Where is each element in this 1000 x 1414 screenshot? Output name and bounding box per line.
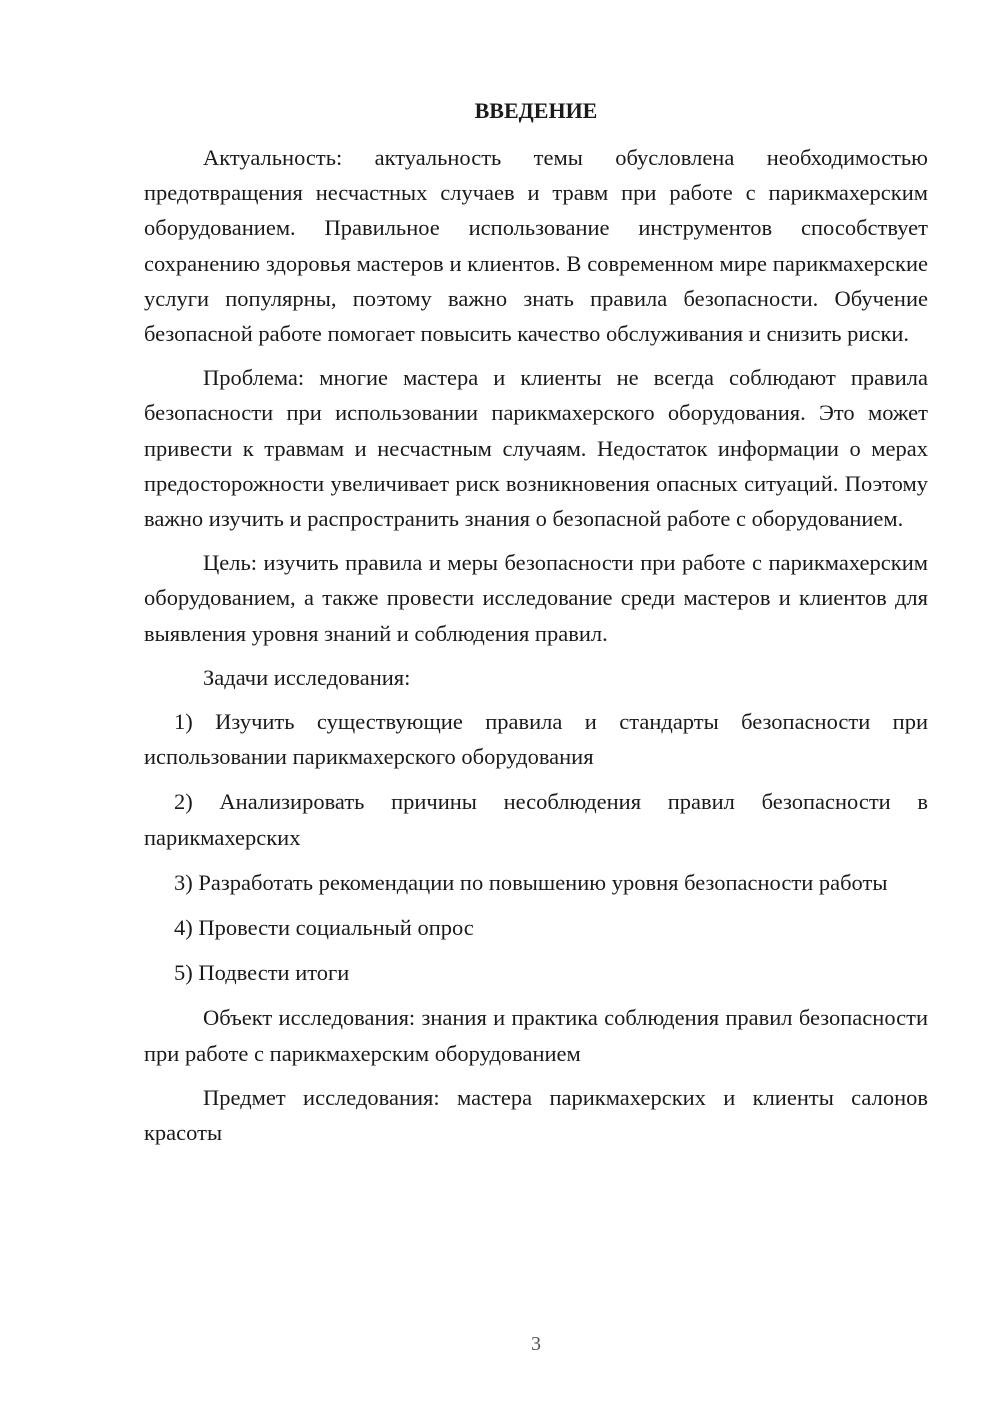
- page-content: [144, 93, 928, 1159]
- task-item-2: 2) Анализировать причины несоблюдения правил безопасности в парикмахерских: [144, 789, 928, 850]
- task-item-3: 3) Разработать рекомендации по повышению уровня безопасности работы: [174, 869, 888, 895]
- tasks-list: [144, 704, 928, 990]
- task-item-4: 4) Провести социальный опрос: [174, 915, 474, 941]
- goal-paragraph: Цель: изучить правила и меры безопасности при работе с парикмахерским оборудованием, а также провести исследование среди мастеров и клиентов для выявления уровня знаний и соблюдения правил.: [144, 550, 928, 646]
- problem-paragraph: Проблема: многие мастера и клиенты не всегда соблюдают правила безопасности при использовании парикмахерского оборудования. Это может привести к травмам и несчастным случаям. Недостаток информации о мерах предосторожности увеличивает риск возникновения опасных ситуаций. Поэтому важно изучить и распространить знания о безопасной работе с оборудованием.: [144, 365, 928, 532]
- task-item-1: 1) Изучить существующие правила и стандарты безопасности при использовании парикмахерского оборудования: [144, 709, 928, 770]
- task-item-5: 5) Подвести итоги: [174, 960, 350, 986]
- object-paragraph: Объект исследования: знания и практика соблюдения правил безопасности при работе с парикмахерским оборудованием: [144, 1005, 928, 1066]
- relevance-paragraph: Актуальность: актуальность темы обусловлена необходимостью предотвращения несчастных случаев и травм при работе с парикмахерским оборудованием. Правильное использование инструментов способствует сохранению здоровья мастеров и клиентов. В современном мире парикмахерские услуги популярны, поэтому важно знать правила безопасности. Обучение безопасной работе помогает повысить качество обслуживания и снизить риски.: [144, 145, 928, 347]
- tasks-heading: Задачи исследования:: [203, 664, 411, 690]
- page-number: 3: [531, 1333, 541, 1355]
- subject-paragraph: Предмет исследования: мастера парикмахерских и клиенты салонов красоты: [144, 1084, 928, 1146]
- section-title: ВВЕДЕНИЕ: [474, 98, 598, 123]
